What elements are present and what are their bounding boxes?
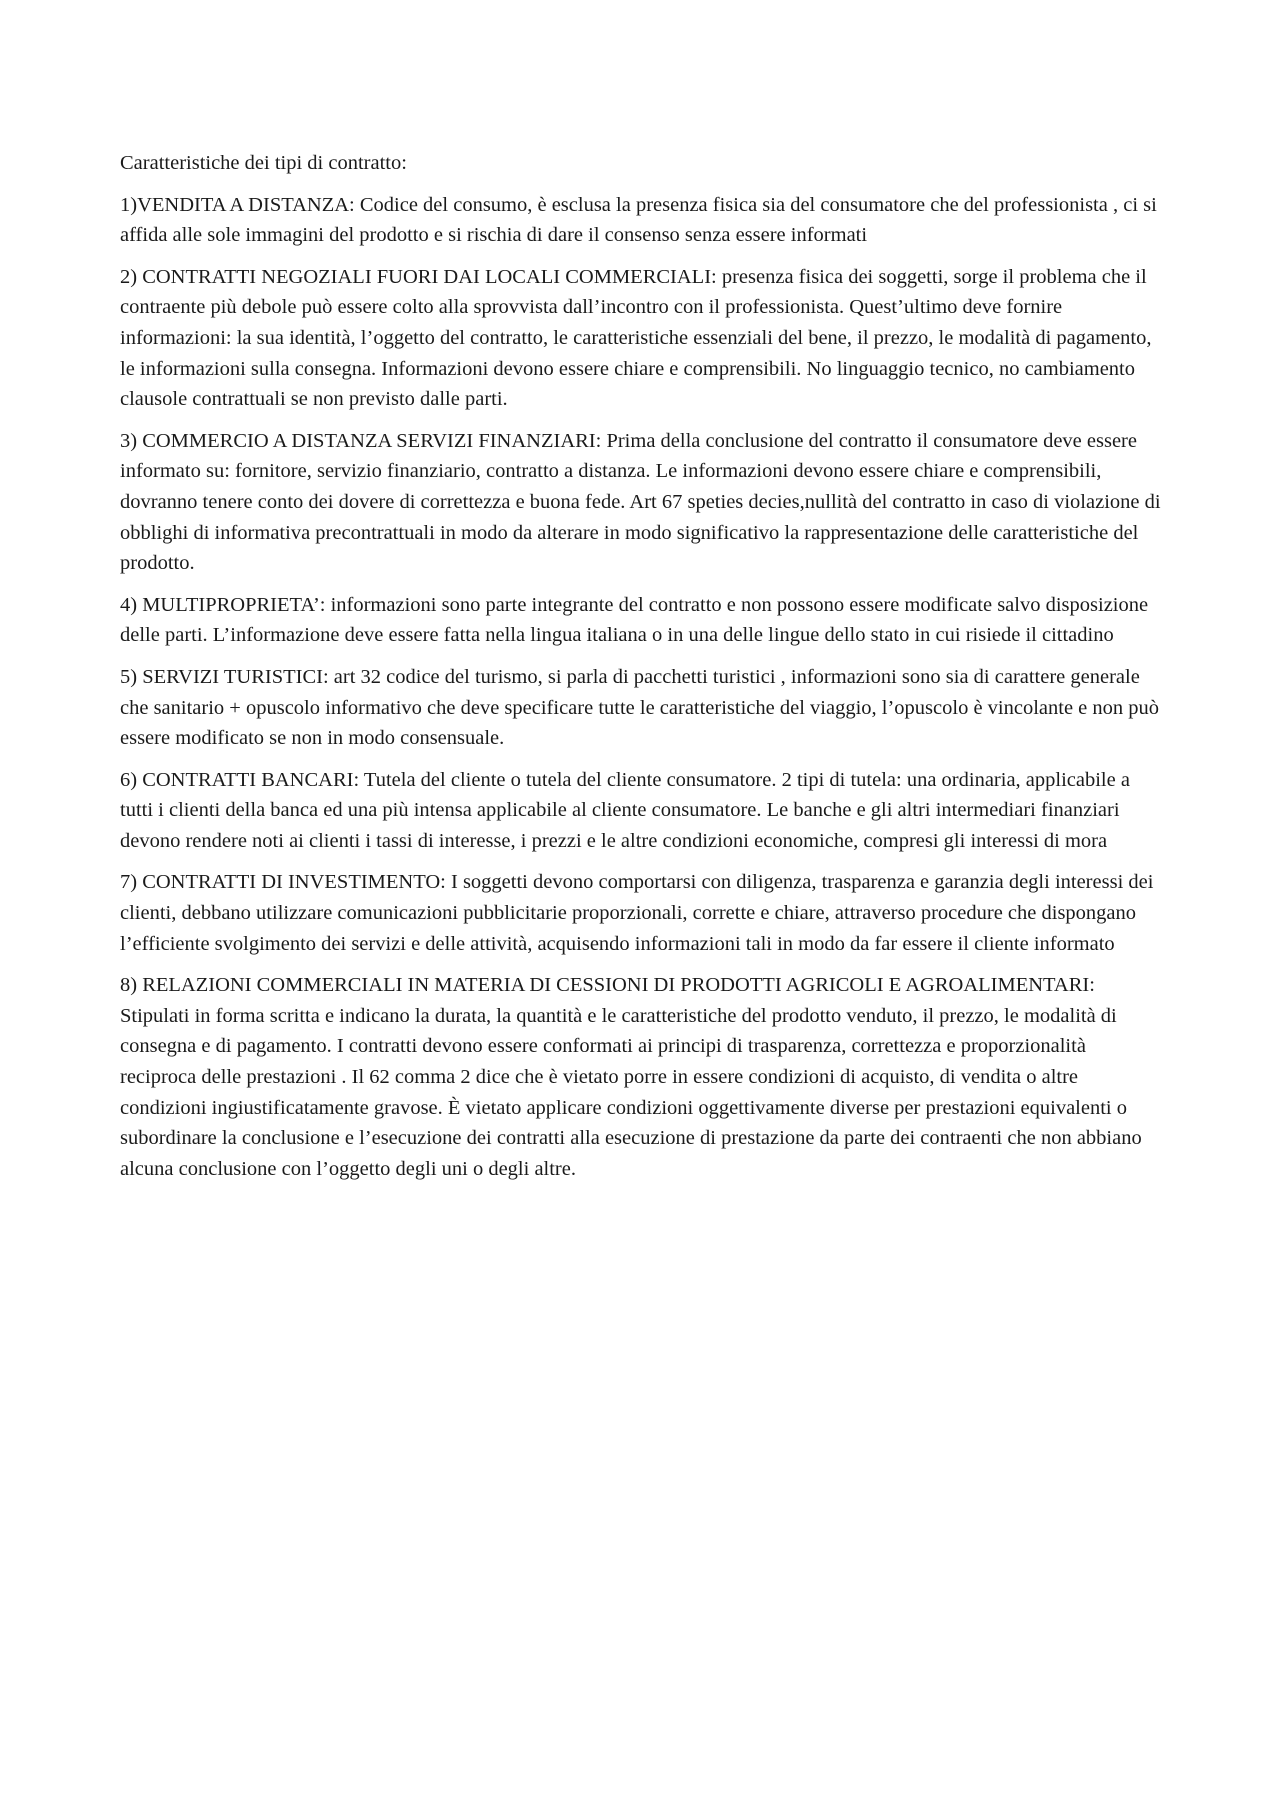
paragraph-servizi-finanziari: 3) COMMERCIO A DISTANZA SERVIZI FINANZIARI: Prima della conclusione del contratto il consumatore deve essere informato su: fornitore, servizio finanziario, contratto a distanza. Le informazioni devono essere chiare e comprensibili, dovranno tenere conto dei dovere di correttezza e buona fede. Art 67 speties decies,nullità del contratto in caso di violazione di obblighi di informativa precontrattuali in modo da alterare in modo significativo la rappresentazione delle caratteristiche del prodotto. xyxy=(120,429,1161,575)
document-body xyxy=(120,148,1165,1195)
paragraph-vendita-a-distanza: 1)VENDITA A DISTANZA: Codice del consumo, è esclusa la presenza fisica sia del consumatore che del professionista , ci si affida alle sole immagini del prodotto e si rischia di dare il consenso senza essere informati xyxy=(120,193,1157,247)
paragraph-servizi-turistici: 5) SERVIZI TURISTICI: art 32 codice del turismo, si parla di pacchetti turistici , informazioni sono sia di carattere generale che sanitario + opuscolo informativo che deve specificare tutte le caratteristiche del viaggio, l’opuscolo è vincolante e non può essere modificato se non in modo consensuale. xyxy=(120,665,1160,750)
paragraph-relazioni-commerciali: 8) RELAZIONI COMMERCIALI IN MATERIA DI CESSIONI DI PRODOTTI AGRICOLI E AGROALIMENTARI: Stipulati in forma scritta e indicano la durata, la quantità e le caratteristiche del prodotto venduto, il prezzo, le modalità di consegna e di pagamento. I contratti devono essere conformati ai principi di trasparenza, correttezza e proporzionalità reciproca delle prestazioni . Il 62 comma 2 dice che è vietato porre in essere condizioni di acquisto, di vendita o altre condizioni ingiustificatamente gravose. È vietato applicare condizioni oggettivamente diverse per prestazioni equivalenti o subordinare la conclusione e l’esecuzione dei contratti alla esecuzione di prestazione da parte dei contraenti che non abbiano alcuna conclusione con l’oggetto degli uni o degli altre. xyxy=(120,974,1142,1180)
document-title: Caratteristiche dei tipi di contratto: xyxy=(120,152,407,174)
paragraph-contratti-bancari: 6) CONTRATTI BANCARI: Tutela del cliente o tutela del cliente consumatore. 2 tipi di tutela: una ordinaria, applicabile a tutti i clienti della banca ed una più intensa applicabile al cliente consumatore. Le banche e gli altri intermediari finanziari devono rendere noti ai clienti i tassi di interesse, i prezzi e le altre condizioni economiche, compresi gli interessi di mora xyxy=(120,768,1130,852)
paragraph-contratti-fuori-locali: 2) CONTRATTI NEGOZIALI FUORI DAI LOCALI COMMERCIALI: presenza fisica dei soggetti, sorge il problema che il contraente più debole può essere colto alla sprovvista dall’incontro con il professionista. Quest’ultimo deve fornire informazioni: la sua identità, l’oggetto del contratto, le caratteristiche essenziali del bene, il prezzo, le modalità di pagamento, le informazioni sulla consegna. Informazioni devono essere chiare e comprensibili. No linguaggio tecnico, no cambiamento clausole contrattuali se non previsto dalle parti. xyxy=(120,265,1152,411)
paragraph-multiproprieta: 4) MULTIPROPRIETA’: informazioni sono parte integrante del contratto e non possono essere modificate salvo disposizione delle parti. L’informazione deve essere fatta nella lingua italiana o in una delle lingue dello stato in cui risiede il cittadino xyxy=(120,593,1149,647)
paragraph-contratti-investimento: 7) CONTRATTI DI INVESTIMENTO: I soggetti devono comportarsi con diligenza, trasparenza e garanzia degli interessi dei clienti, debbano utilizzare comunicazioni pubblicitarie proporzionali, corrette e chiare, attraverso procedure che dispongano l’efficiente svolgimento dei servizi e delle attività, acquisendo informazioni tali in modo da far essere il cliente informato xyxy=(120,871,1154,955)
